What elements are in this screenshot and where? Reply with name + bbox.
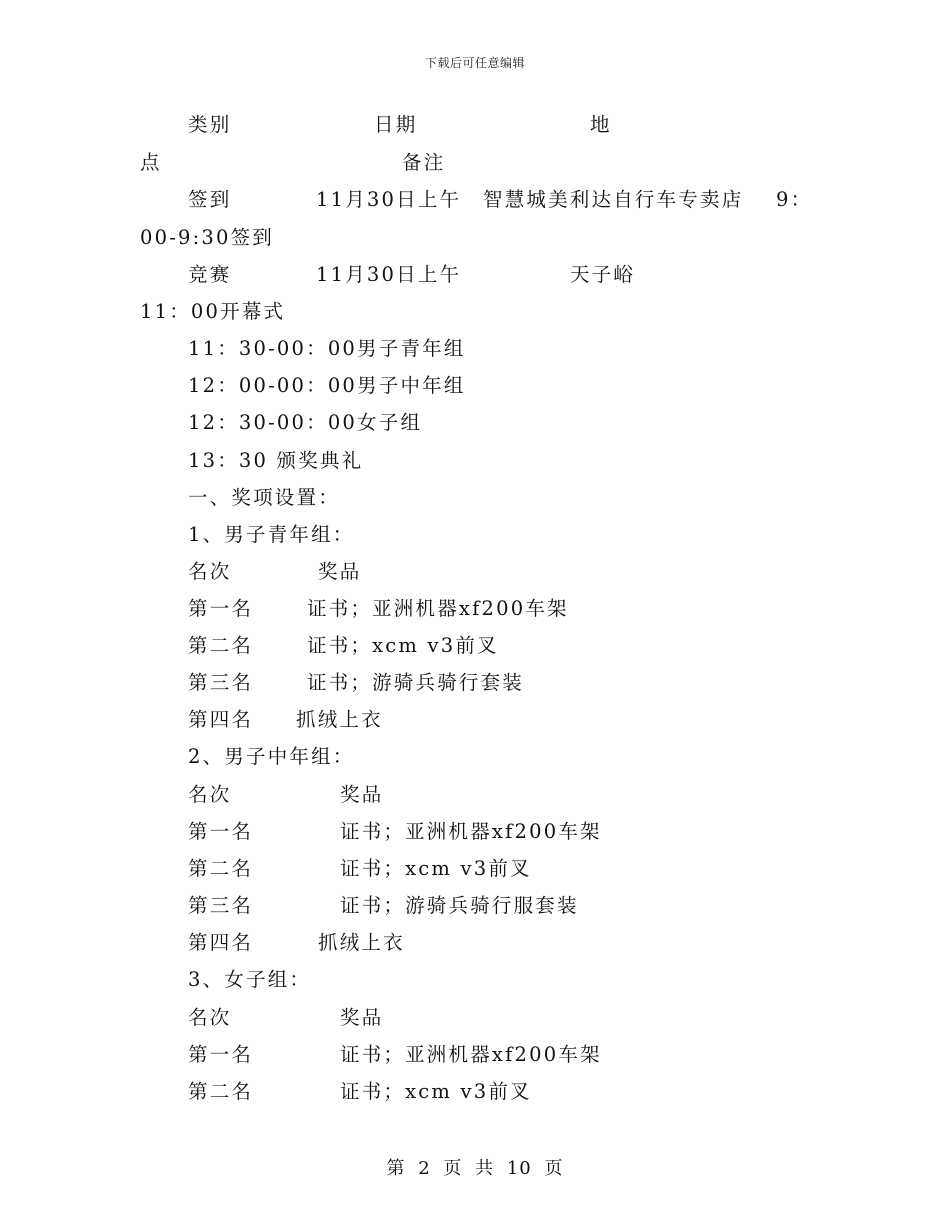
race-place: 天子峪	[570, 263, 636, 286]
race-item: 12：30-00：00女子组	[188, 411, 423, 434]
award-rank: 第二名	[188, 1080, 254, 1103]
heading-date: 日期	[374, 113, 418, 136]
race-item: 12：00-00：00男子中年组	[188, 374, 466, 397]
award-rank: 第三名	[188, 671, 254, 694]
signin-time-part2: 00-9:30签到	[140, 226, 274, 249]
award-rank: 第二名	[188, 857, 254, 880]
award-prize: 证书；亚洲机器xf200车架	[307, 597, 569, 620]
award-prize: 抓绒上衣	[296, 708, 383, 731]
heading-place-part1: 地	[590, 113, 612, 136]
award-rank: 第二名	[188, 634, 254, 657]
award-rank: 第一名	[188, 597, 254, 620]
signin-category: 签到	[188, 188, 232, 211]
prize-header: 奖品	[318, 560, 362, 583]
page-number: 第 2 页 共 10 页	[386, 1158, 564, 1179]
heading-place-part2: 点	[140, 151, 162, 174]
award-prize: 证书；游骑兵骑行服套装	[340, 894, 579, 917]
award-prize: 抓绒上衣	[318, 931, 405, 954]
award-rank: 第四名	[188, 708, 254, 731]
prize-header: 奖品	[340, 783, 384, 806]
page-header-note: 下载后可任意编辑	[424, 56, 525, 70]
race-item-opening: 11：00开幕式	[140, 300, 286, 323]
signin-time-part1: 9：	[776, 188, 813, 211]
group-title: 2、男子中年组：	[188, 745, 355, 768]
award-prize: 证书；亚洲机器xf200车架	[340, 820, 602, 843]
rank-header: 名次	[188, 1006, 232, 1029]
heading-category: 类别	[188, 113, 232, 136]
award-prize: 证书；游骑兵骑行套装	[307, 671, 525, 694]
award-rank: 第一名	[188, 820, 254, 843]
race-item: 13：30 颁奖典礼	[188, 449, 364, 472]
signin-date: 11月30日上午	[316, 188, 462, 211]
prize-header: 奖品	[340, 1006, 384, 1029]
award-rank: 第一名	[188, 1043, 254, 1066]
race-date: 11月30日上午	[316, 263, 462, 286]
race-category: 竞赛	[188, 263, 232, 286]
rank-header: 名次	[188, 783, 232, 806]
signin-place: 智慧城美利达自行车专卖店	[483, 188, 744, 211]
award-prize: 证书；xcm v3前叉	[340, 1080, 532, 1103]
race-item: 11：30-00：00男子青年组	[188, 337, 466, 360]
group-title: 1、男子青年组：	[188, 523, 355, 546]
award-prize: 证书；xcm v3前叉	[340, 857, 532, 880]
award-prize: 证书；亚洲机器xf200车架	[340, 1043, 602, 1066]
rank-header: 名次	[188, 560, 232, 583]
award-rank: 第三名	[188, 894, 254, 917]
award-prize: 证书；xcm v3前叉	[307, 634, 499, 657]
award-rank: 第四名	[188, 931, 254, 954]
awards-title: 一、奖项设置：	[188, 486, 340, 509]
heading-remark: 备注	[402, 151, 446, 174]
group-title: 3、女子组：	[188, 968, 312, 991]
